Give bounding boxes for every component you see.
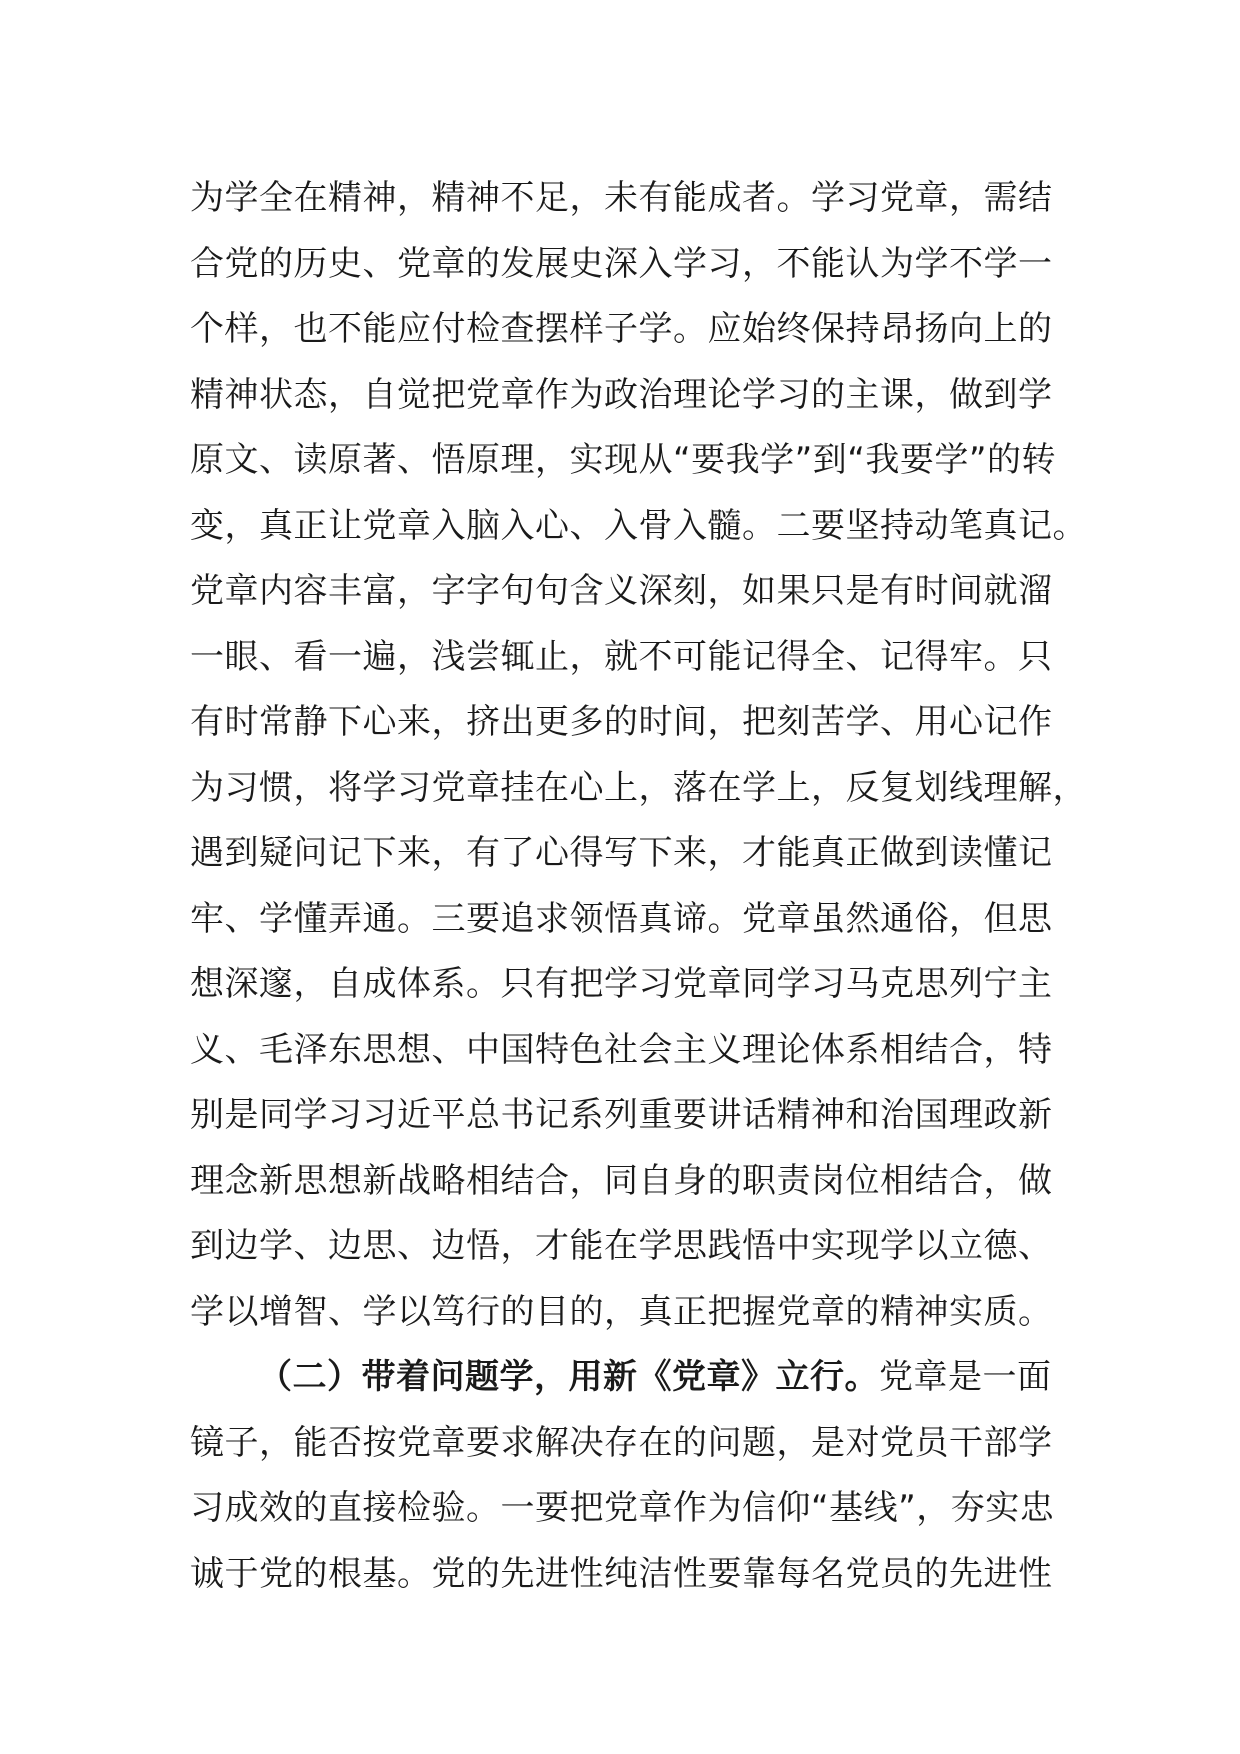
text-line: 诚于党的根基。党的先进性纯洁性要靠每名党员的先进性 [190, 1553, 1053, 1594]
text-line: 到边学、边思、边悟，才能在学思践悟中实现学以立德、 [190, 1226, 1053, 1266]
text-line: 义、毛泽东思想、中国特色社会主义理论体系相结合，特 [190, 1029, 1053, 1070]
text-line: 镜子，能否按党章要求解决存在的问题，是对党员干部学 [190, 1422, 1053, 1463]
text-line: 个样，也不能应付检查摆样子学。应始终保持昂扬向上的 [190, 309, 1053, 349]
text-line: 一眼、看一遍，浅尝辄止，就不可能记得全、记得牢。只 [190, 636, 1053, 677]
body-text [190, 166, 1087, 1607]
section-heading-rest: 党章是一面 [879, 1357, 1052, 1397]
text-line: 党章内容丰富，字字句句含义深刻，如果只是有时间就溜 [190, 571, 1053, 611]
text-line: 有时常静下心来，挤出更多的时间，把刻苦学、用心记作 [190, 702, 1053, 742]
text-line: 为习惯，将学习党章挂在心上，落在学上，反复划线理解， [190, 767, 1087, 808]
text-line: 想深邃，自成体系。只有把学习党章同学习马克思列宁主 [190, 964, 1053, 1004]
text-line: 理念新思想新战略相结合，同自身的职责岗位相结合，做 [190, 1160, 1053, 1201]
text-line: 合党的历史、党章的发展史深入学习，不能认为学不学一 [190, 243, 1053, 284]
text-line: 别是同学习习近平总书记系列重要讲话精神和治国理政新 [190, 1095, 1053, 1135]
text-line: 原文、读原著、悟原理，实现从“要我学”到“我要学”的转 [190, 440, 1056, 480]
text-line: 变，真正让党章入脑入心、入骨入髓。二要坚持动笔真记。 [190, 505, 1087, 546]
text-line: 习成效的直接检验。一要把党章作为信仰“基线”，夯实忠 [190, 1488, 1055, 1528]
text-line: 为学全在精神，精神不足，未有能成者。学习党章，需结 [190, 178, 1053, 218]
text-line: 学以增智、学以笃行的目的，真正把握党章的精神实质。 [190, 1291, 1053, 1332]
section-heading-line [190, 1345, 1070, 1411]
text-line: 精神状态，自觉把党章作为政治理论学习的主课，做到学 [190, 374, 1053, 415]
text-line: 牢、学懂弄通。三要追求领悟真谛。党章虽然通俗，但思 [190, 898, 1053, 939]
text-line: 遇到疑问记下来，有了心得写下来，才能真正做到读懂记 [190, 833, 1053, 873]
section-heading: （二）带着问题学，用新《党章》立行。 [258, 1357, 879, 1397]
